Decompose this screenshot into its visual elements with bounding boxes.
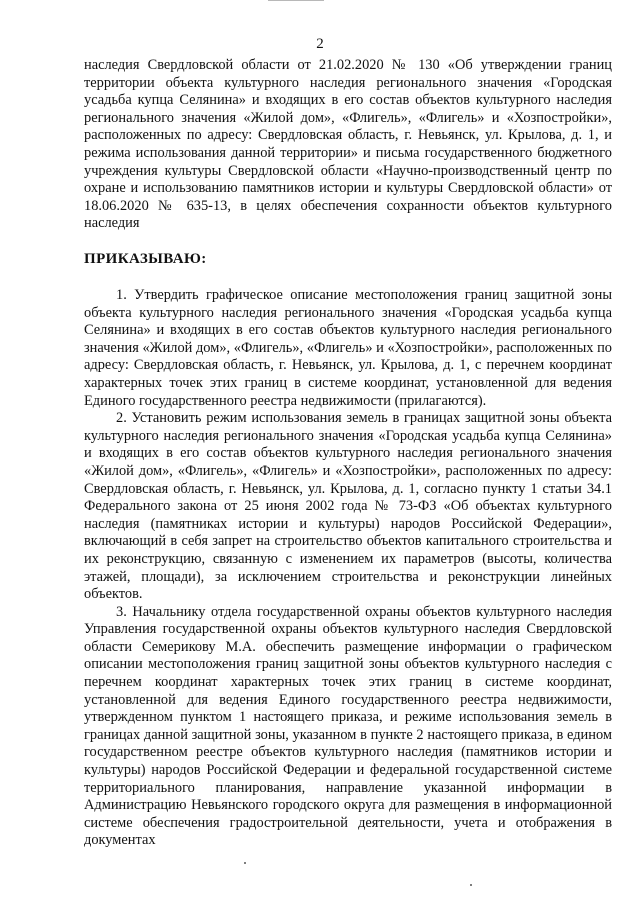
clause-3: 3. Начальнику отдела государственной охраны объектов культурного наследия Управления государственной охраны объектов культурного наследия Свердловской области Семерикову М.А. обеспечить размещение информации о графическом описании местоположения границ защитной зоны объектов культурного наследия с перечнем координат характерных точек этих границ в системе координат, установленной для ведения Единого государственного реестра недвижимости, утвержденном пунктом 1 настоящего приказа, и режиме использования земель в границах данной защитной зоны, указанном в пункте 2 настоящего приказа, в едином государственном реестре объектов культурного наследия (памятников истории и культуры) народов Российской Федерации и федеральной государственной системе территориального планирования, направление указанной информации в Администрацию Невьянского городского округа для размещения в информационной системе обеспечения градостроительной деятельности, учета и отображения в документах [84,603,612,849]
clause-2: 2. Установить режим использования земель в границах защитной зоны объекта культурного наследия регионального значения «Городская усадьба купца Селянина» и входящих в его состав объектов культурного наследия регионального значения «Жилой дом», «Флигель», «Флигель» и «Хозпостройки», расположенных по адресу: Свердловская область, г. Невьянск, ул. Крылова, д. 1, согласно пункту 1 статьи 34.1 Федерального закона от 25 июня 2002 года № 73-ФЗ «Об объектах культурного наследия (памятниках истории и культуры) народов Российской Федерации», включающий в себя запрет на строительство объектов капитального строительства и их реконструкцию, связанную с изменением их параметров (высоты, количества этажей, площади), за исключением строительства и реконструкции линейных объектов. [84,410,612,603]
intro-paragraph: наследия Свердловской области от 21.02.2020 № 130 «Об утверждении границ территории объекта культурного наследия регионального значения «Городская усадьба купца Селянина» и входящих в его состав объектов культурного наследия регионального значения «Жилой дом», «Флигель», «Флигель» и «Хозпостройки», расположенных по адресу: Свердловская область, г. Невьянск, ул. Крылова, д. 1, и режима использования данной территории» и письма государственного бюджетного учреждения культуры Свердловской области «Научно-производственный центр по охране и использованию памятников истории и культуры Свердловской области» от 18.06.2020 № 635-13, в целях обеспечения сохранности объектов культурного наследия [84,57,612,232]
clause-1: 1. Утвердить графическое описание местоположения границ защитной зоны объекта культурного наследия регионального значения «Городская усадьба купца Селянина» и входящих в его состав объектов культурного наследия регионального значения «Жилой дом», «Флигель», «Флигель» и «Хозпостройки», расположенных по адресу: Свердловская область, г. Невьянск, ул. Крылова, д. 1, с перечнем координат характерных точек этих границ в системе координат, установленной для ведения Единого государственного реестра недвижимости (прилагаются). [84,287,612,409]
scan-speck [244,862,246,864]
order-heading: ПРИКАЗЫВАЮ: [84,251,207,267]
scan-speck [470,884,472,886]
scan-edge-mark [268,0,324,1]
order-clauses [84,287,612,850]
page-number: 2 [316,36,324,52]
